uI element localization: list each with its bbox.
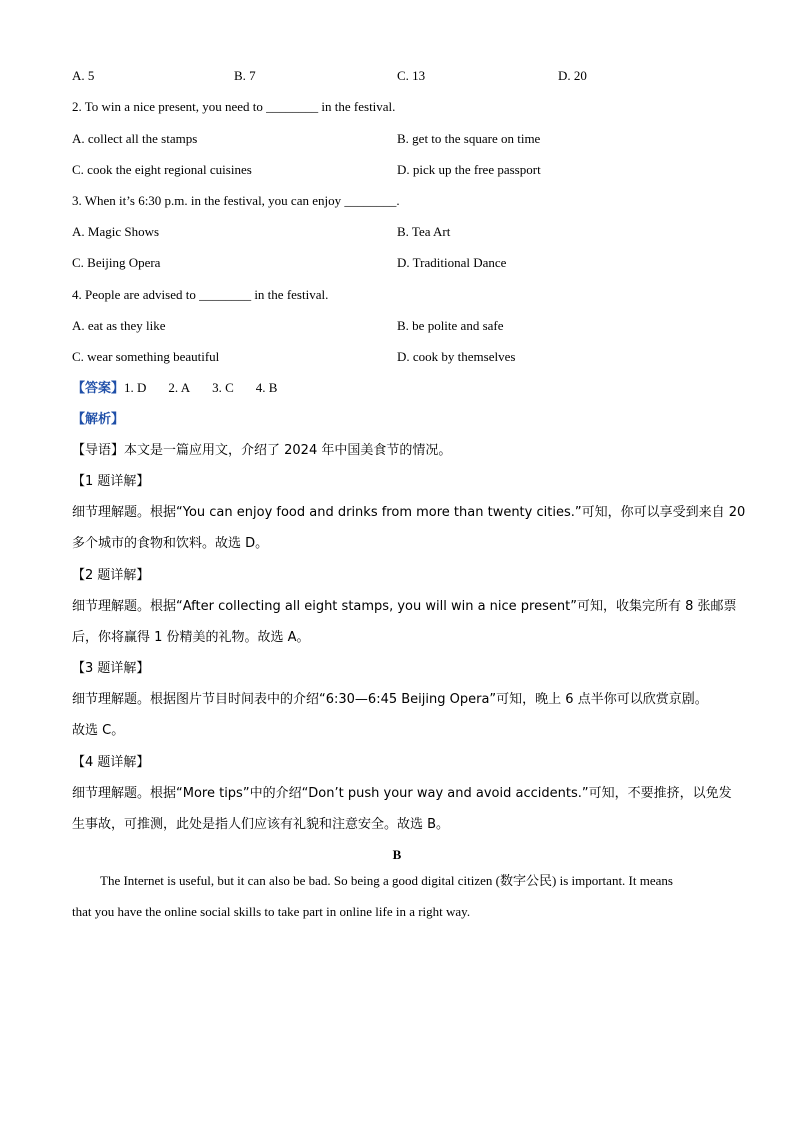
answer-item-2: 2. A <box>168 380 191 395</box>
answer-item-3: 3. C <box>212 380 234 395</box>
answer-line <box>72 379 299 398</box>
q3-option-d: D. Traditional Dance <box>397 255 507 270</box>
detail-3-line-1: 细节理解题。根据图片节目时间表中的介绍“6:30—6:45 Beijing Opera”可知，晚上 6 点半你可以欣赏京剧。 <box>72 692 708 707</box>
q1-option-b: B. 7 <box>234 68 256 83</box>
q4-option-a: A. eat as they like <box>72 318 166 333</box>
detail-1-line-2: 多个城市的食物和饮料。故选 D。 <box>72 536 269 551</box>
q1-option-d: D. 20 <box>558 68 587 83</box>
detail-4-line-2: 生事故，可推测，此处是指人们应该有礼貌和注意安全。故选 B。 <box>72 817 450 832</box>
q4-option-b: B. be polite and safe <box>397 318 504 333</box>
detail-1-line-1: 细节理解题。根据“You can enjoy food and drinks from more than twenty cities.”可知，你可以享受到来自 20 <box>72 505 746 520</box>
q4-option-d: D. cook by themselves <box>397 349 516 364</box>
q1-option-c: C. 13 <box>397 68 426 83</box>
q2-option-c: C. cook the eight regional cuisines <box>72 162 252 177</box>
detail-4-heading: 【4 题详解】 <box>72 755 150 770</box>
answer-label: 【答案】 <box>72 381 125 396</box>
section-b-para-line-1: The Internet is useful, but it can also be bad. So being a good digital citizen (数字公民) is important. It means <box>100 873 673 888</box>
q2-option-b: B. get to the square on time <box>397 131 541 146</box>
answer-item-1: 1. D <box>124 380 147 395</box>
q3-option-b: B. Tea Art <box>397 224 451 239</box>
detail-4-line-1: 细节理解题。根据“More tips”中的介绍“Don’t push your way and avoid accidents.”可知，不要推挤，以免发 <box>72 786 732 801</box>
section-b-para-line-2: that you have the online social skills to take part in online life in a right way. <box>72 904 471 919</box>
q4-option-c: C. wear something beautiful <box>72 349 220 364</box>
guide-text: 【导语】本文是一篇应用文，介绍了 2024 年中国美食节的情况。 <box>72 443 452 458</box>
q1-option-a: A. 5 <box>72 68 95 83</box>
q3-stem: 3. When it’s 6:30 p.m. in the festival, you can enjoy ________. <box>72 193 400 208</box>
q2-option-d: D. pick up the free passport <box>397 162 541 177</box>
detail-2-line-1: 细节理解题。根据“After collecting all eight stamps, you will win a nice present”可知，收集完所有 8 张邮票 <box>72 599 737 614</box>
q3-option-c: C. Beijing Opera <box>72 255 161 270</box>
q2-stem: 2. To win a nice present, you need to ________ in the festival. <box>72 99 396 114</box>
q4-stem: 4. People are advised to ________ in the festival. <box>72 287 329 302</box>
detail-2-line-2: 后，你将赢得 1 份精美的礼物。故选 A。 <box>72 630 310 645</box>
q3-option-a: A. Magic Shows <box>72 224 160 239</box>
section-b-title: B <box>392 847 402 862</box>
answer-item-4: 4. B <box>255 380 278 395</box>
detail-3-heading: 【3 题详解】 <box>72 661 150 676</box>
detail-3-line-2: 故选 C。 <box>72 723 125 738</box>
q2-option-a: A. collect all the stamps <box>72 131 198 146</box>
detail-1-heading: 【1 题详解】 <box>72 474 150 489</box>
analysis-label: 【解析】 <box>72 412 125 427</box>
detail-2-heading: 【2 题详解】 <box>72 568 150 583</box>
